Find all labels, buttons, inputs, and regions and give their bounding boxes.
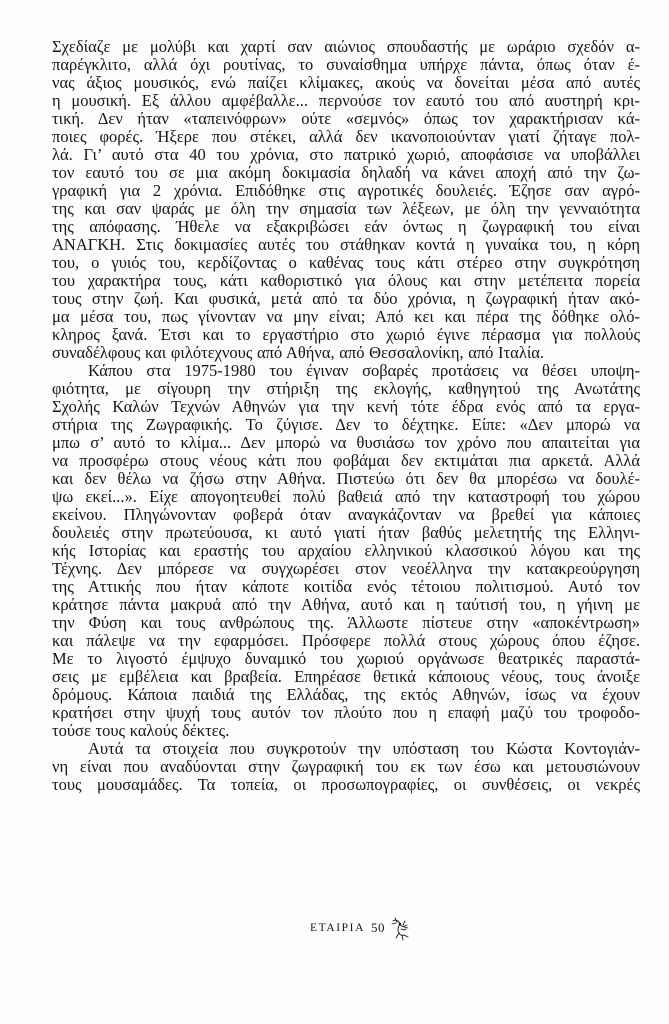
text-line: μπω σ’ αυτό το κλίμα... Δεν μπορώ να θυσιάσω τον χρόνο που απαιτείται για bbox=[52, 433, 640, 452]
page-footer bbox=[310, 914, 411, 942]
text-line: τους μουσαμάδες. Τα τοπεία, οι προσωπογραφίες, οι συνθέσεις, οι νεκρές bbox=[52, 775, 640, 794]
text-line: τική. Δεν ήταν «ταπεινόφρων» ούτε «σεμνός» όπως τον χαρακτήρισαν κά- bbox=[52, 109, 640, 128]
text-line: νη είναι που αναδύονται στην ζωγραφική του εκ των έσω και μετουσιώνουν bbox=[52, 757, 640, 776]
text-line: λά. Γι’ αυτό στα 40 του χρόνια, στο πατρικό χωριό, αποφάσισε να υποβάλλει bbox=[52, 145, 640, 164]
page-number: 50 bbox=[371, 920, 385, 935]
text-line: Σχεδίαζε με μολύβι και χαρτί σαν αιώνιος σπουδαστής με ωράριο σχεδόν α- bbox=[52, 37, 640, 56]
text-line: του χαρακτήρα τους, κάτι καθοριστικό για όλους και στην μετέπειτα πορεία bbox=[52, 271, 640, 290]
text-line: ποιες φορές. Ήξερε που στέκει, αλλά δεν ικανοποιούνταν γιατί ζήταγε πολ- bbox=[52, 127, 640, 146]
text-line: κράτησε πάντα μακρυά από την Αθήνα, αυτό και η ταύτισή του, η γήινη με bbox=[52, 595, 640, 614]
text-line: εκείνου. Πληγώνονταν φοβερά όταν αναγκάζονταν να βρεθεί για κάποιες bbox=[52, 505, 640, 524]
text-line: και δεν θέλω να ζήσω στην Αθήνα. Πιστεύω ότι δεν θα μπορέσω να δουλέ- bbox=[52, 469, 640, 488]
journal-name: ΕΤΑΙΡΙΑ bbox=[310, 922, 365, 934]
text-line: ψω εκεί...». Είχε απογοητευθεί πολύ βαθειά από την καταστροφή του χώρου bbox=[52, 487, 640, 506]
text-line: φιότητα, με σίγουρη την στήριξη της εκλογής, καθηγητού της Ανωτάτης bbox=[52, 379, 640, 398]
text-line: μα μέσα του, πως γίνονταν να μην είναι; Από κει και πέρα της δόθηκε ολό- bbox=[52, 307, 640, 326]
text-line: συναδέλφους και φιλότεχνους από Αθήνα, από Θεσσαλονίκη, από Ιταλία. bbox=[52, 343, 545, 362]
text-line: Αυτά τα στοιχεία που συγκροτούν την υπόσταση του Κώστα Κοντογιάν- bbox=[88, 739, 640, 758]
text-line: Τέχνης. Δεν μπόρεσε να συγχωρέσει στον νεοέλληνα την κατακρεούργηση bbox=[52, 559, 640, 578]
text-line: Σχολής Καλών Τεχνών Αθηνών για την κενή τότε έδρα ενός από τα εργα- bbox=[52, 397, 640, 416]
text-line: δρόμους. Κάποια παιδιά της Ελλάδας, της εκτός Αθηνών, ίσως να έχουν bbox=[52, 685, 640, 704]
text-line: κληρος ξανά. Έτσι και το εργαστήριο στο χωριό έγινε πέρασμα για πολλούς bbox=[52, 325, 640, 344]
bird-ornament-icon bbox=[389, 915, 411, 941]
text-line: τους στην ζωή. Και φυσικά, μετά από τα δύο χρόνια, η ζωγραφική ήταν ακό- bbox=[52, 289, 640, 308]
text-line: ΑΝΑΓΚΗ. Στις δοκιμασίες αυτές του στάθηκαν κοντά η γυναίκα του, η κόρη bbox=[52, 235, 640, 254]
text-line: η μουσική. Εξ άλλου αμφέβαλλε... περνούσε τον εαυτό του από αυστηρή κρι- bbox=[52, 91, 640, 110]
text-line: τούσε τους καλούς δέκτες. bbox=[52, 721, 230, 740]
paragraph-2 bbox=[52, 362, 640, 740]
paragraph-1 bbox=[52, 38, 640, 362]
text-line: κρατήσει στην ψυχή τους αυτόν τον πλούτο που η επαφή μαζύ του τροφοδο- bbox=[52, 703, 640, 722]
text-line: της απόφασης. Ήθελε να εξακριβώσει εάν όντως η ζωγραφική του είναι bbox=[52, 217, 640, 236]
text-line: παρέγκλιτο, αλλά όχι ρουτίνας, το συναίσθημα υπήρχε πάντα, όπως όταν έ- bbox=[52, 55, 640, 74]
text-line: της και σαν ψαράς με όλη την σημασία των λέξεων, με όλη την γενναιότητα bbox=[52, 199, 640, 218]
paragraph-3 bbox=[52, 740, 640, 794]
text-line: στήρια της Ζωγραφικής. Το ζύγισε. Δεν το δέχτηκε. Είπε: «Δεν μπορώ να bbox=[52, 415, 640, 434]
text-line: της Αττικής που ήταν κάποτε κοιτίδα ενός τέτοιου πολιτισμού. Αυτό τον bbox=[52, 577, 640, 596]
text-line: δουλειές στην πρωτεύουσα, κι αυτό γιατί ήταν βαθύς μελετητής της Ελληνι- bbox=[52, 523, 640, 542]
text-line: να προσφέρω στους νέους κάτι που φοβάμαι δεν εκτιμάται πια αρκετά. Αλλά bbox=[52, 451, 640, 470]
text-line: σεις με εμβέλεια και βραβεία. Επηρέασε θετικά κάποιους νέους, τους άνοιξε bbox=[52, 667, 640, 686]
text-line: κής Ιστορίας και εραστής του αρχαίου ελληνικού κλασσικού λόγου και της bbox=[52, 541, 640, 560]
text-line: την Φύση και τους ανθρώπους της. Άλλωστε πίστευε στην «αποκέντρωση» bbox=[52, 613, 640, 632]
text-line: Με το λιγοστό έμψυχο δυναμικό του χωριού οργάνωσε θεατρικές παραστά- bbox=[52, 649, 640, 668]
text-line: νας άξιος μουσικός, ενώ παίζει κλίμακες, ακούς να δονείται μέσα από αυτές bbox=[52, 73, 640, 92]
text-line: και πάλεψε να την εφαρμόσει. Πρόσφερε πολλά στους χώρους όπου έζησε. bbox=[52, 631, 640, 650]
body-text bbox=[52, 38, 640, 794]
text-line: γραφική για 2 χρόνια. Επιδόθηκε στις αγροτικές δουλειές. Έζησε σαν αγρό- bbox=[52, 181, 640, 200]
text-line: Κάπου στα 1975-1980 του έγιναν σοβαρές προτάσεις να θέσει υποψη- bbox=[88, 361, 640, 380]
text-line: του, ο γυιός του, κερδίζοντας ο καθένας τους κάτι στέρεο στην συγκρότηση bbox=[52, 253, 640, 272]
text-line: τον εαυτό του σε μια ακόμη δοκιμασία δηλαδή να κάνει αποχή από την ζω- bbox=[52, 163, 640, 182]
